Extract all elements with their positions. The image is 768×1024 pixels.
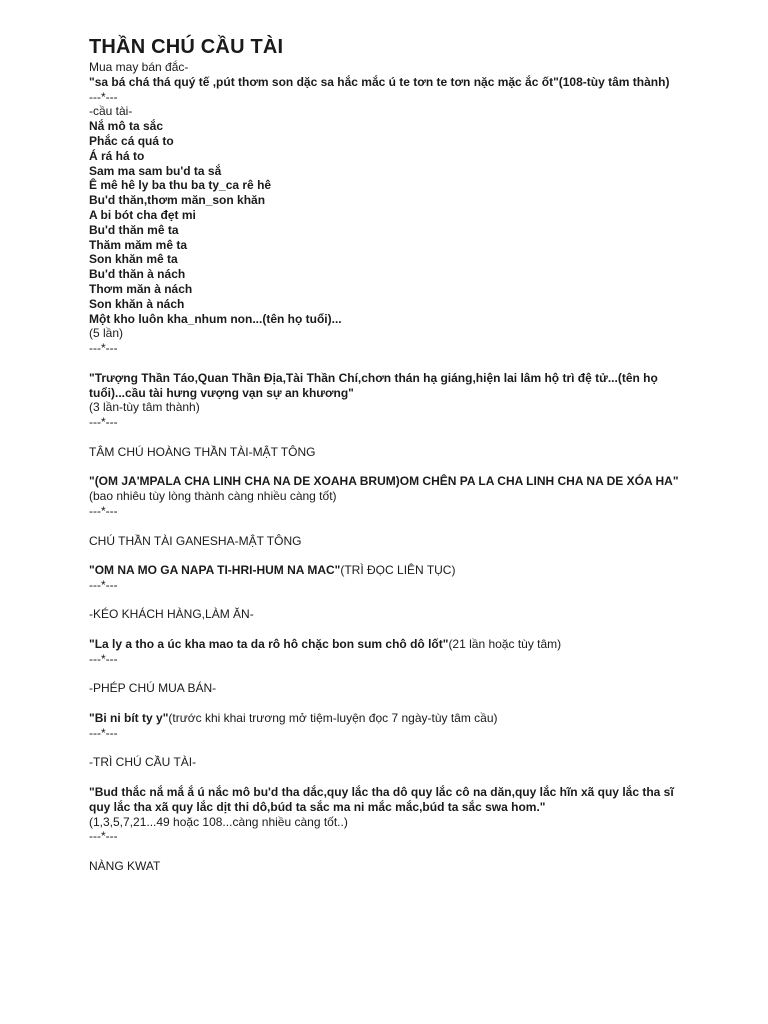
- cau-tai-label: -cầu tài-: [89, 104, 133, 119]
- spacer: [89, 741, 679, 756]
- spacer: [89, 844, 679, 859]
- mua-ban-mantra-line: [89, 711, 679, 726]
- separator-1: ---*---: [89, 89, 118, 104]
- cau-tai-count: (5 lần): [89, 326, 124, 341]
- spacer: [89, 770, 679, 785]
- truong-than-count: (3 lần-tùy tâm thành): [89, 400, 200, 415]
- tri-chu-note: (1,3,5,7,21...49 hoặc 108...càng nhiều càng tốt..): [89, 814, 348, 829]
- cau-tai-line: Son khăn mê ta: [89, 252, 178, 267]
- separator-5: ---*---: [89, 577, 118, 592]
- spacer: [89, 593, 679, 608]
- spacer: [89, 356, 679, 371]
- final-heading: NÀNG KWAT: [89, 859, 161, 874]
- intro-mantra: "sa bá chá thá quý tế ,pút thơm son dặc sa hắc mắc ú te tơn te tơn nặc mặc ắc ốt": [89, 74, 559, 89]
- spacer: [89, 548, 679, 563]
- mua-ban-mantra: "Bi ni bít ty y": [89, 711, 169, 726]
- ganesha-mantra-line: [89, 563, 679, 578]
- separator-6: ---*---: [89, 651, 118, 666]
- cau-tai-line: A bi bót cha đẹt mi: [89, 207, 196, 222]
- spacer: [89, 430, 679, 445]
- cau-tai-line: Thăm măm mê ta: [89, 237, 188, 252]
- intro-note: (108-tùy tâm thành): [558, 74, 670, 89]
- separator-3: ---*---: [89, 415, 118, 430]
- truong-than-mantra: "Trượng Thần Táo,Quan Thần Địa,Tài Thần Chí,chơn thán hạ giáng,hiện lai lâm hộ trì đệ tử...(tên họ tuổi)...cầu tài hưng vượng vạn sự an khương": [89, 370, 658, 400]
- cau-tai-line: Bu'd thăn à nách: [89, 267, 186, 282]
- spacer: [89, 519, 679, 534]
- mua-ban-note: (trước khi khai trương mở tiệm-luyện đọc 7 ngày-tùy tâm cầu): [168, 711, 498, 726]
- separator-7: ---*---: [89, 725, 118, 740]
- cau-tai-line: Á rá há to: [89, 148, 145, 163]
- keo-khach-heading: -KÉO KHÁCH HÀNG,LÀM ĂN-: [89, 607, 254, 622]
- spacer: [89, 667, 679, 682]
- hoang-than-tai-note: (bao nhiêu tùy lòng thành càng nhiều càng tốt): [89, 489, 337, 504]
- page-title: THẦN CHÚ CẦU TÀI: [89, 36, 284, 58]
- cau-tai-line: Một kho luôn kha_nhum non...(tên họ tuổi)...: [89, 311, 342, 326]
- keo-khach-mantra-line: [89, 637, 679, 652]
- cau-tai-line: Bu'd thăn mê ta: [89, 222, 179, 237]
- cau-tai-line: Nắ mô ta sắc: [89, 119, 164, 134]
- cau-tai-line: Sam ma sam bu'd ta sắ: [89, 163, 222, 178]
- intro-label: Mua may bán đắc-: [89, 60, 189, 74]
- spacer: [89, 460, 679, 475]
- document-page: [89, 36, 679, 874]
- cau-tai-line: Thơm măn à nách: [89, 281, 193, 296]
- cau-tai-line: Ê mê hê ly ba thu ba ty_ca rê hê: [89, 178, 272, 193]
- ganesha-mantra: "OM NA MO GA NAPA TI-HRI-HUM NA MAC": [89, 563, 341, 578]
- separator-2: ---*---: [89, 341, 118, 356]
- hoang-than-tai-mantra: "(OM JA'MPALA CHA LINH CHA NA DE XOAHA BRUM)OM CHÊN PA LA CHA LINH CHA NA DE XÓA HA": [89, 474, 679, 489]
- cau-tai-line: Bu'd thăn,thơm măn_son khăn: [89, 193, 266, 208]
- separator-8: ---*---: [89, 829, 118, 844]
- ganesha-heading: CHÚ THẦN TÀI GANESHA-MẬT TÔNG: [89, 533, 302, 548]
- ganesha-note: (TRÌ ĐỌC LIÊN TỤC): [340, 563, 456, 578]
- cau-tai-line: Son khăn à nách: [89, 296, 185, 311]
- hoang-than-tai-heading: TÂM CHÚ HOÀNG THẦN TÀI-MẬT TÔNG: [89, 444, 316, 459]
- intro-mantra-line: [89, 75, 679, 90]
- spacer: [89, 622, 679, 637]
- cau-tai-line: Phắc cá quá to: [89, 133, 174, 148]
- tri-chu-mantra: "Bud thắc nắ mắ ắ ú nắc mô bu'd tha dắc,quy lắc tha dô quy lắc cô na dăn,quy lắc hĩn xã quy lắc tha sĩ quy lắc tha xã quy lắc dịt thi dô,búd ta sắc ma ni mắc mắc,búd ta sắc swa hom.": [89, 785, 674, 814]
- keo-khach-mantra: "La ly a tho a úc kha mao ta da rô hô chặc bon sum chô dô lốt": [89, 637, 449, 652]
- spacer: [89, 696, 679, 711]
- tri-chu-heading: -TRÌ CHÚ CẦU TÀI-: [89, 755, 197, 770]
- keo-khach-note: (21 lần hoặc tùy tâm): [448, 637, 562, 652]
- mua-ban-heading: -PHÉP CHÚ MUA BÁN-: [89, 681, 217, 696]
- separator-4: ---*---: [89, 503, 118, 518]
